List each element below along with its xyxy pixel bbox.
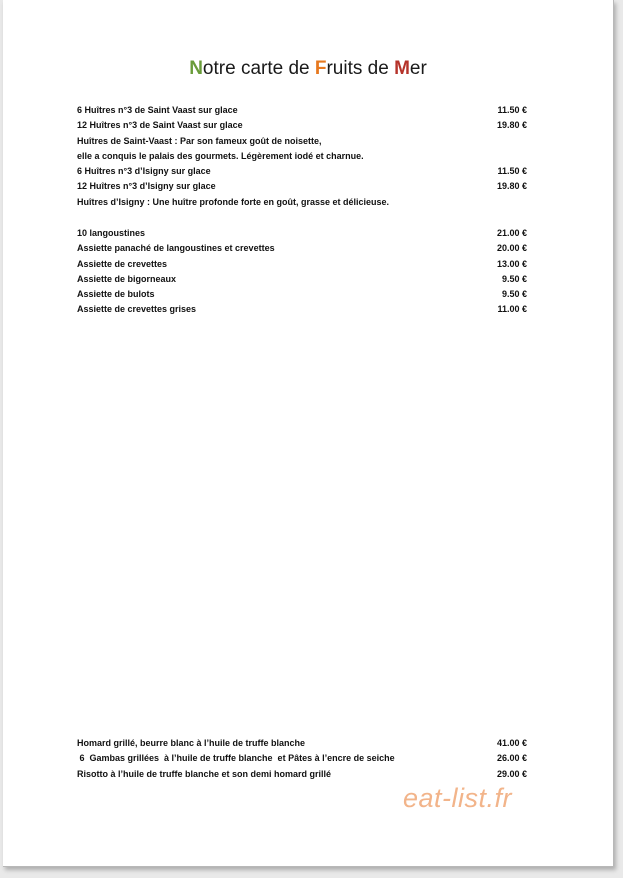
menu-item	[77, 164, 527, 179]
item-name: 6 Huîtres n°3 de Saint Vaast sur glace	[77, 105, 238, 115]
menu-item	[77, 767, 527, 782]
item-price: 19.80 €	[496, 120, 527, 131]
shellfish-section	[77, 226, 527, 318]
item-name: 12 Huîtres n°3 de Saint Vaast sur glace	[77, 120, 243, 131]
oysters-section	[77, 103, 527, 210]
mains-section	[77, 736, 527, 782]
item-name: Assiette de crevettes	[77, 258, 168, 269]
item-name: 10 langoustines	[77, 228, 146, 238]
menu-item	[77, 736, 527, 751]
item-price: 26.00 €	[496, 753, 527, 764]
item-name: Assiette panaché de langoustines et crevettes	[77, 243, 275, 254]
item-price: 9.50 €	[501, 289, 527, 300]
oyster-description: Huîtres d’Isigny : Une huître profonde forte en goût, grasse et délicieuse.	[77, 196, 390, 207]
menu-item	[77, 272, 527, 287]
menu-item	[77, 118, 527, 133]
item-price: 21.00 €	[496, 228, 527, 238]
item-name: 6 Gambas grillées à l’huile de truffe blanche et Pâtes à l’encre de seiche	[77, 753, 395, 764]
item-name: Risotto à l’huile de truffe blanche et son demi homard grillé	[77, 768, 332, 779]
page-title	[3, 58, 613, 80]
title-initial-n: N	[189, 58, 203, 79]
menu-item	[77, 241, 527, 256]
menu-item	[77, 751, 527, 766]
title-text-part: ruits de	[326, 58, 395, 79]
menu-page	[3, 0, 614, 867]
item-price: 29.00 €	[496, 768, 527, 779]
item-price: 20.00 €	[496, 243, 527, 254]
item-name: Assiette de bigorneaux	[77, 273, 177, 284]
item-name: 6 Huîtres n°3 d’Isigny sur glace	[77, 166, 211, 177]
title-text-part: er	[409, 58, 427, 79]
item-name: Assiette de bulots	[77, 289, 155, 300]
oyster-description: Huîtres de Saint-Vaast : Par son fameux goût de noisette,	[77, 135, 322, 146]
item-name: Assiette de crevettes grises	[77, 304, 197, 315]
item-price: 11.50 €	[497, 105, 527, 115]
menu-item	[77, 226, 527, 241]
title-initial-f: F	[314, 58, 327, 79]
menu-item	[77, 257, 527, 272]
title-initial-m: M	[394, 58, 410, 79]
item-price: 11.00 €	[497, 304, 527, 315]
item-price: 11.50 €	[497, 166, 527, 177]
item-name: 12 Huîtres n°3 d’Isigny sur glace	[77, 181, 216, 192]
watermark: eat-list.fr	[403, 783, 513, 813]
menu-item	[77, 287, 527, 302]
menu-item	[77, 103, 527, 118]
oyster-description: elle a conquis le palais des gourmets. Légèrement iodé et charnue.	[77, 150, 364, 161]
menu-item	[77, 179, 527, 194]
item-price: 9.50 €	[501, 273, 527, 284]
item-price: 19.80 €	[496, 181, 527, 192]
title-text-part: otre carte de	[202, 58, 315, 79]
item-price: 13.00 €	[496, 258, 527, 269]
item-price: 41.00 €	[496, 738, 527, 748]
menu-item	[77, 302, 527, 317]
item-name: Homard grillé, beurre blanc à l’huile de truffe blanche	[77, 738, 306, 748]
